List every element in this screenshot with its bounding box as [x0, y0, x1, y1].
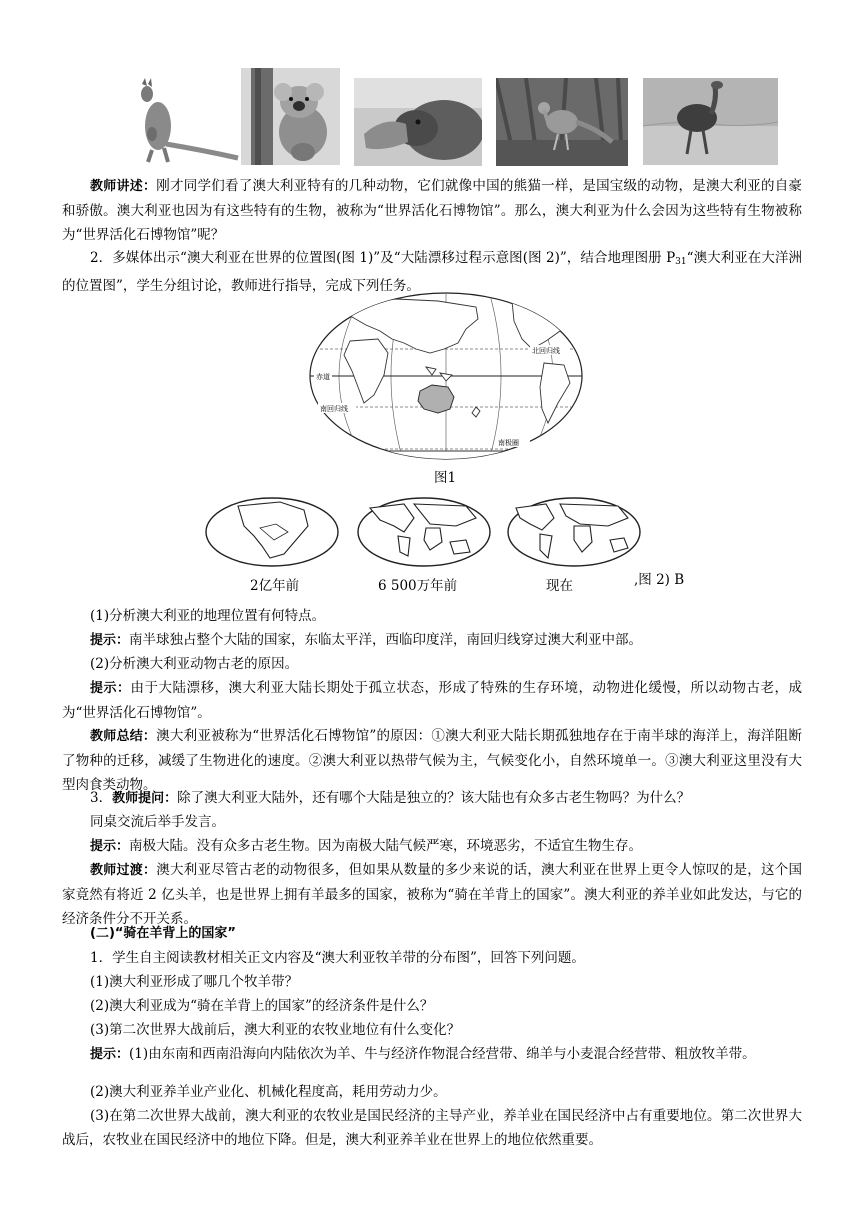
label-teacher-question: 教师提问： — [112, 791, 178, 806]
hint-4-text: (1)由东南和西南沿海向内陆依次为羊、牛与经济作物混合经营带、绵羊与小麦混合经营带、粗放牧羊带。 — [129, 1046, 756, 1062]
label-antarctic-circle: 南极圈 — [498, 439, 519, 447]
teacher-summary-text: 澳大利亚被称为“世界活化石博物馆”的原因：①澳大利亚大陆长期孤独地存在于南半球的海洋上，海洋阻断了物种的迁移，减缓了生物进化的速度。②澳大利亚以热带气候为主，气候变化小，自然环境单一。③澳大利亚这里没有大型肉食类动物。 — [62, 728, 802, 793]
label-south-tropic: 南回归线 — [320, 405, 348, 413]
figure-2-continental-drift — [204, 496, 644, 568]
question-3-text: 除了澳大利亚大陆外，还有哪个大陆是独立的？该大陆也有众多古老生物吗？为什么？ — [177, 790, 691, 806]
hint-3-text: 南极大陆。没有众多古老生物。因为南极大陆气候严寒，环境恶劣，不适宜生物生存。 — [129, 838, 643, 854]
figure-2-caption: ,图 2) B — [634, 572, 685, 588]
platypus-photo — [354, 78, 482, 166]
label-hint: 提示： — [90, 633, 130, 648]
label-hint: 提示： — [90, 1047, 130, 1062]
hint-1 — [62, 628, 802, 653]
koala-photo — [241, 68, 340, 165]
label-teacher-summary: 教师总结： — [90, 729, 157, 744]
hint-2-text: 由于大陆漂移，澳大利亚大陆长期处于孤立状态，形成了特殊的生存环境，动物进化缓慢，所以动物古老，成为“世界活化石博物馆”。 — [62, 680, 802, 721]
figure-1-world-map — [308, 291, 584, 461]
hint-3 — [62, 834, 802, 859]
question-3 — [62, 786, 802, 811]
reading-question-2: (2)澳大利亚成为“骑在羊背上的国家”的经济条件是什么？ — [90, 998, 434, 1014]
drift-caption-200ma: 2亿年前 — [250, 578, 300, 594]
hint-2 — [62, 676, 802, 725]
label-hint: 提示： — [90, 839, 130, 854]
question-3-number: 3． — [90, 790, 113, 806]
drift-map-65ma — [358, 498, 490, 566]
drift-map-present — [508, 498, 640, 566]
teacher-transition — [62, 858, 802, 931]
pair-discussion: 同桌交流后举手发言。 — [90, 814, 225, 830]
label-equator: 赤道 — [316, 373, 330, 381]
figure-1-caption: 图1 — [434, 470, 457, 486]
hint-1-text: 南半球独占整个大陆的国家，东临太平洋，西临印度洋，南回归线穿过澳大利亚中部。 — [129, 632, 643, 648]
label-north-tropic: 北回归线 — [532, 347, 560, 355]
reading-question-1: (1)澳大利亚形成了哪几个牧羊带？ — [90, 974, 299, 990]
drift-caption-present: 现在 — [546, 578, 573, 594]
multimedia-text-b: “澳大利亚在大洋洲的位置图”，学生分组讨论，教师进行指导，完成下列任务。 — [62, 250, 802, 294]
reading-task: 1．学生自主阅读教材相关正文内容及“澳大利亚牧羊带的分布图”，回答下列问题。 — [90, 950, 585, 966]
drift-caption-65ma: 6 500万年前 — [378, 578, 458, 594]
label-teacher-narration: 教师讲述： — [90, 179, 157, 194]
reading-question-3: (3)第二次世界大战前后，澳大利亚的农牧业地位有什么变化？ — [90, 1022, 461, 1038]
teacher-transition-text: 澳大利亚尽管古老的动物很多，但如果从数量的多少来说的话，澳大利亚在世界上更令人惊叹的是，这个国家竟然有将近 2 亿头羊，也是世界上拥有羊最多的国家，被称为“骑在羊背上的国家”。澳大利亚的养羊业如此发达，与它的经济条件分不开关系。 — [62, 862, 802, 927]
multimedia-text-a: 2．多媒体出示“澳大利亚在世界的位置图(图 1)”及“大陆漂移过程示意图(图 2)”，结合地理图册 P — [90, 250, 676, 266]
teacher-narration-text: 刚才同学们看了澳大利亚特有的几种动物，它们就像中国的熊猫一样，是国宝级的动物，是澳大利亚的自豪和骄傲。澳大利亚也因为有这些特有的生物，被称为“世界活化石博物馆”。那么，澳大利亚为什么会因为这些特有生物被称为“世界活化石博物馆”呢？ — [62, 178, 802, 243]
drift-map-200ma — [206, 498, 338, 566]
emu-photo — [643, 78, 778, 165]
question-1: (1)分析澳大利亚的地理位置有何特点。 — [90, 608, 326, 624]
label-hint: 提示： — [90, 681, 131, 696]
paragraph-teacher-narration — [62, 174, 802, 247]
kangaroo-photo — [122, 78, 240, 164]
lyrebird-photo — [496, 78, 628, 166]
label-teacher-transition: 教师过渡： — [90, 863, 157, 878]
hint-4 — [62, 1042, 802, 1067]
section-heading-sheep: (二)“骑在羊背上的国家” — [90, 926, 236, 941]
page-subscript: 31 — [675, 257, 687, 267]
answer-2: (2)澳大利亚养羊业产业化、机械化程度高，耗用劳动力少。 — [90, 1084, 447, 1100]
answer-3: (3)在第二次世界大战前，澳大利亚的农牧业是国民经济的主导产业，养羊业在国民经济中占有重要地位。第二次世界大战后，农牧业在国民经济中的地位下降。但是，澳大利亚养羊业在世界上的地位依然重要。 — [62, 1108, 802, 1148]
question-2: (2)分析澳大利亚动物古老的原因。 — [90, 656, 299, 672]
